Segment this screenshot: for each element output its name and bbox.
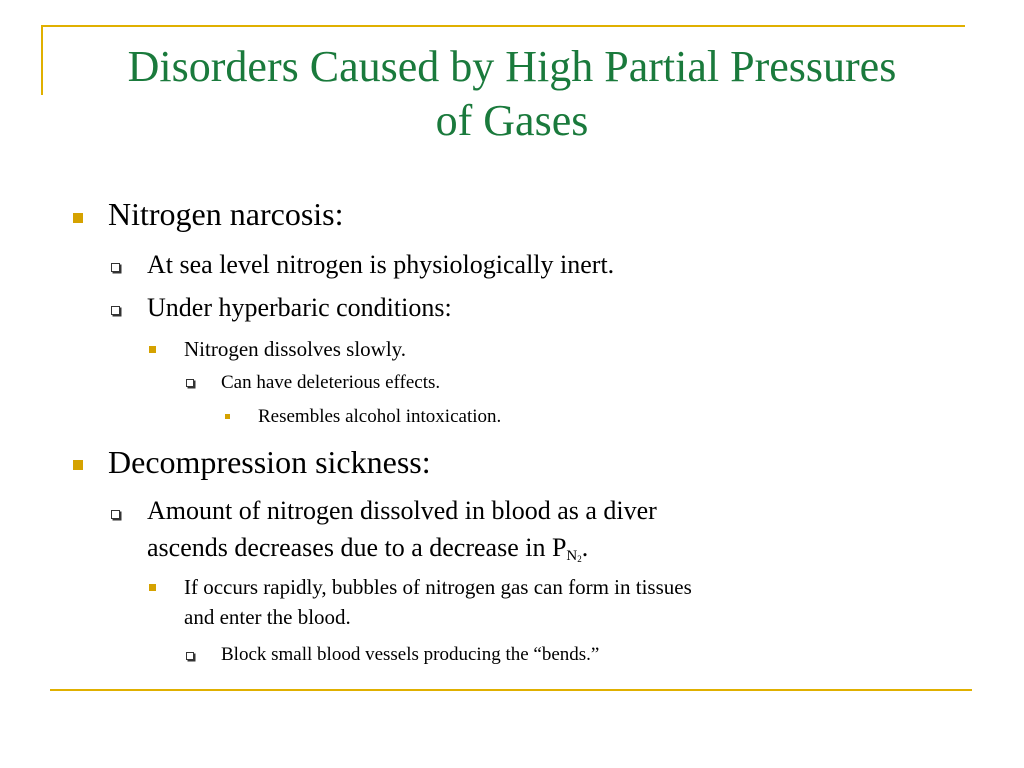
bullet-level3-line2: and enter the blood.	[184, 605, 351, 629]
title-line-2: of Gases	[435, 96, 589, 145]
bullet-level3-line1: If occurs rapidly, bubbles of nitrogen gas can form in tissues	[184, 575, 692, 599]
bullet-level4: Block small blood vessels producing the “bends.”	[221, 644, 600, 665]
bullet-level1: Decompression sickness:	[108, 444, 431, 480]
hollow-square-bullet-icon	[186, 652, 194, 660]
small-square-bullet-icon	[225, 414, 230, 419]
square-bullet-icon	[73, 460, 83, 470]
square-bullet-icon	[149, 584, 156, 591]
line2-suffix: .	[581, 533, 589, 562]
title-line-1: Disorders Caused by High Partial Pressures	[127, 42, 897, 91]
bullet-level2: Under hyperbaric conditions:	[147, 293, 452, 322]
square-bullet-icon	[149, 346, 156, 353]
bullet-level2-line1: Amount of nitrogen dissolved in blood as a diver	[147, 496, 657, 525]
line2-text: ascends decreases due to a decrease in P	[147, 533, 567, 562]
square-bullet-icon	[73, 213, 83, 223]
bullet-level2-line2	[147, 532, 588, 569]
hollow-square-bullet-icon	[186, 379, 194, 387]
subscript-n: N	[566, 548, 578, 564]
bullet-level1: Nitrogen narcosis:	[108, 196, 344, 232]
bullet-level2: At sea level nitrogen is physiologically inert.	[147, 250, 615, 279]
hollow-square-bullet-icon	[111, 510, 120, 519]
hollow-square-bullet-icon	[111, 263, 120, 272]
bullet-level4: Can have deleterious effects.	[221, 372, 441, 393]
subscript-2: 2	[577, 554, 582, 564]
hollow-square-bullet-icon	[111, 306, 120, 315]
bullet-level3: Nitrogen dissolves slowly.	[184, 337, 407, 361]
bullet-level5: Resembles alcohol intoxication.	[258, 406, 502, 427]
